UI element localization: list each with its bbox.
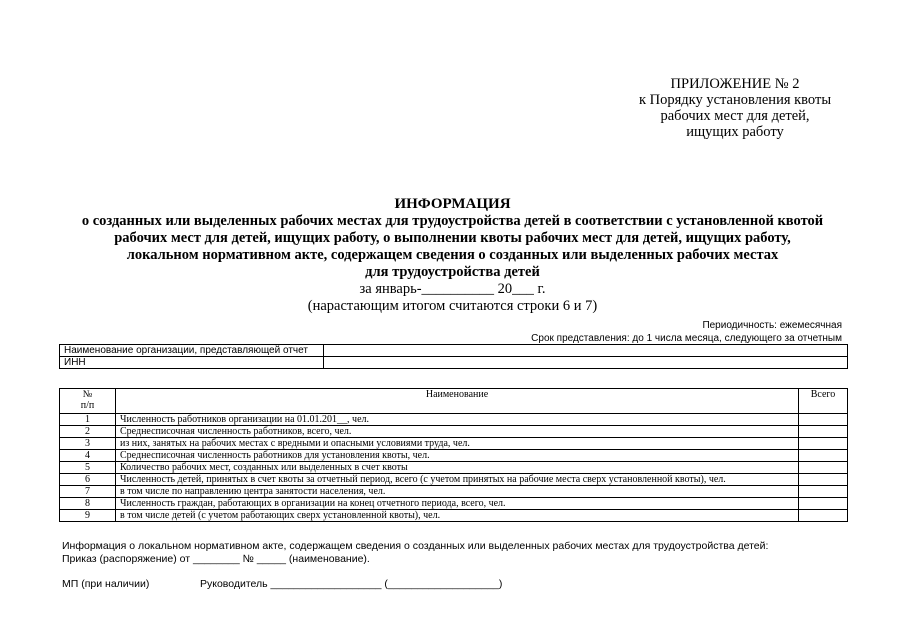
order-line: Приказ (распоряжение) от ________ № _____ (наименование).	[62, 553, 370, 565]
org-name-field[interactable]	[324, 345, 848, 357]
row-name: Численность граждан, работающих в организации на конец отчетного периода, всего, чел.	[116, 498, 799, 510]
col-header-number	[60, 389, 116, 414]
row-total-field[interactable]	[799, 474, 848, 486]
title-sub-2: рабочих мест для детей, ищущих работу, о выполнении квоты рабочих мест для детей, ищущих работу,	[114, 230, 791, 246]
row-total-field[interactable]	[799, 414, 848, 426]
row-total-field[interactable]	[799, 510, 848, 522]
table-body	[60, 414, 848, 522]
appendix-line-4: ищущих работу	[686, 124, 784, 140]
organization-table	[59, 344, 848, 369]
appendix-line-3: рабочих мест для детей,	[660, 108, 810, 124]
row-name: Среднесписочная численность работников, всего, чел.	[116, 426, 799, 438]
row-name: Количество рабочих мест, созданных или выделенных в счет квоты	[116, 462, 799, 474]
col-header-name: Наименование	[116, 389, 799, 414]
row-number: 4	[60, 450, 116, 462]
title-sub-1: о созданных или выделенных рабочих местах для трудоустройства детей в соответствии с установленной квотой	[81, 213, 824, 229]
row-number: 3	[60, 438, 116, 450]
row-number: 2	[60, 426, 116, 438]
table-header-row	[60, 389, 848, 414]
table-row	[60, 414, 848, 426]
table-row	[60, 510, 848, 522]
act-info-note: Информация о локальном нормативном акте, содержащем сведения о созданных или выделенных рабочих местах для трудоустройства детей:	[62, 540, 769, 552]
table-row	[60, 357, 848, 369]
report-table	[59, 388, 848, 522]
appendix-line-2: к Порядку установления квоты	[638, 92, 832, 108]
title-sub-3: локальном нормативном акте, содержащем сведения о созданных или выделенных рабочих местах	[126, 247, 779, 263]
table-row	[60, 498, 848, 510]
title-main: ИНФОРМАЦИЯ	[394, 196, 511, 212]
row-number: 9	[60, 510, 116, 522]
col-header-number-2: п/п	[80, 400, 95, 411]
row-total-field[interactable]	[799, 450, 848, 462]
row-number: 6	[60, 474, 116, 486]
table-row	[60, 486, 848, 498]
row-name: Численность работников организации на 01.01.201__, чел.	[116, 414, 799, 426]
document-title	[40, 196, 865, 315]
col-header-total: Всего	[799, 389, 848, 414]
row-total-field[interactable]	[799, 486, 848, 498]
row-total-field[interactable]	[799, 426, 848, 438]
org-name-label: Наименование организации, представляющей отчет	[60, 345, 324, 357]
table-row	[60, 474, 848, 486]
row-number: 5	[60, 462, 116, 474]
title-note: (нарастающим итогом считаются строки 6 и 7)	[307, 298, 598, 314]
table-row	[60, 426, 848, 438]
row-name: Численность детей, принятых в счет квоты за отчетный период, всего (с учетом принятых на рабочие места сверх установленной квоты), чел.	[116, 474, 799, 486]
table-row	[60, 450, 848, 462]
row-name: Среднесписочная численность работников для установления квоты, чел.	[116, 450, 799, 462]
row-number: 8	[60, 498, 116, 510]
inn-label: ИНН	[60, 357, 324, 369]
appendix-line-1: ПРИЛОЖЕНИЕ № 2	[670, 76, 800, 92]
periodicity: Периодичность: ежемесячная	[702, 320, 842, 331]
table-row	[60, 345, 848, 357]
row-number: 7	[60, 486, 116, 498]
row-total-field[interactable]	[799, 438, 848, 450]
row-name: в том числе по направлению центра занятости населения, чел.	[116, 486, 799, 498]
row-number: 1	[60, 414, 116, 426]
table-row	[60, 438, 848, 450]
head-signature-line: Руководитель ___________________ (___________________)	[200, 578, 503, 590]
row-total-field[interactable]	[799, 498, 848, 510]
table-row	[60, 462, 848, 474]
row-name: из них, занятых на рабочих местах с вредными и опасными условиями труда, чел.	[116, 438, 799, 450]
col-header-number-1: №	[82, 389, 93, 400]
row-name: в том числе детей (с учетом работающих сверх установленной квоты), чел.	[116, 510, 799, 522]
submission-deadline: Срок представления: до 1 числа месяца, следующего за отчетным	[531, 333, 842, 344]
title-period: за январь-__________ 20___ г.	[359, 281, 546, 297]
appendix-header	[600, 76, 870, 140]
seal-label: МП (при наличии)	[62, 578, 150, 590]
title-sub-4: для трудоустройства детей	[365, 264, 540, 280]
row-total-field[interactable]	[799, 462, 848, 474]
inn-field[interactable]	[324, 357, 848, 369]
